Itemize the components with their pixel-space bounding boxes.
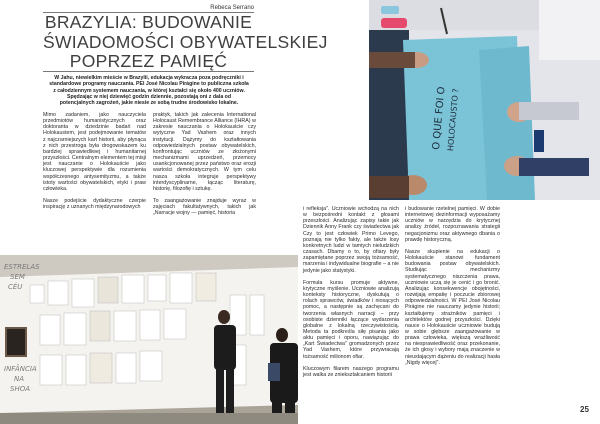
paragraph: Nasze podejście dydaktyczne czerpie inspirację z uznanych międzynarodowych <box>43 198 146 211</box>
poster-text: HOLOCAUSTO ? <box>445 88 461 152</box>
lead-paragraph: W Jahu, niewielkim mieście w Brazylii, edukacja wykracza poza podręczniki i standardowe programy nauczania. PEI José Nicolau Pirágine to publiczna szkoła z całodziennym systemem nauczania, w której kształci się około 400 uczniów. Spędzając w niej dziewięć godzin dziennie, pozostają oni z dala od potencjalnych zagrożeń, jakie niesie ze sobą trudne środowisko lokalne. <box>49 75 249 107</box>
paragraph: i budowanie rzetelnej pamięci. W dobie internetowej dezinformacji wyposażamy uczniów w narzędzia do krytycznej analizy źródeł, rozpoznawania strategii negacjonizmu oraz aktywnego dbania o prawdę historyczną. <box>405 206 500 243</box>
paragraph: Mimo zadaniem, jako nauczyciela przedmiotów humanistycznych oraz doktoranta w dziedzinie badań nad Holokaustem, jest podejmowanie tematów z najczarniejszych kart historii, aby płynąca z nich przestroga była drogowskazem ku bardziej sprawiedliwej i humanitarnej przyszłości. Centralnym elementem tej misji jest nauczanie o Holokauście jako kluczowej perspektywie dla rozumienia współczesnego antysemityzmu, a także istoty wartości obywatelskich, etyki i praw człowieka. <box>43 112 146 192</box>
page-number: 25 <box>580 405 589 414</box>
wall-text: SHOA <box>10 385 31 393</box>
wall-text: SEM <box>10 273 25 281</box>
article-title <box>43 12 328 72</box>
text-column-1 <box>43 112 146 216</box>
title-line-1: BRAZYLIA: BUDOWANIE <box>44 12 253 32</box>
author-name: Rebeca Serrano <box>210 5 254 11</box>
text-column-3 <box>303 206 399 384</box>
paragraph: Nasze skupienie na edukacji o Holokauście stanowi fundament budowania postaw obywatelskich. Studiując mechanizmy systematycznego niszczenia prawa, uczniowie uczą się je cenić i go bronić. Analizując konsekwencje obojętności, rozwijają empatię i poczucie zbiorowej odpowiedzialności. W PEI José Nicolau Pirágine nie nauczamy jedynie historii; kształtujemy strażników pamięci i architektów godnej przyszłości. Dzięki nauce o Holokauście uczniowie budują w sobie głębsze zaangażowanie w prawa człowieka, większą wrażliwość na niesprawiedliwość oraz przekonanie, że ich głosy i wybory mają znaczenie w nieustającym dążeniu do realizacji hasła „Nigdy więcej". <box>405 248 500 366</box>
poster-photo <box>369 0 600 200</box>
poster-text: O QUE FOI O <box>431 86 448 151</box>
title-bottom-rule <box>43 71 254 72</box>
wall-text: CÉU <box>8 283 23 291</box>
wall-text: ESTRELAS <box>4 263 40 271</box>
classroom-photo <box>0 255 298 424</box>
paragraph: To zaangażowanie znajduje wyraz w zajęciach fakultatywnych, takich jak „Narracje wojny — pamięć, historia <box>153 198 256 217</box>
paragraph: Formuła kursu promuje aktywne, krytyczne myślenie. Uczniowie analizują konteksty historyczne, dyskutują o rolach sprawców, świadków i niosących pomoc, a następnie są zachęcani do tworzenia własnych narracji – przy osobiste dzienniki łączące wydarzenia globalne z lokalną rzeczywistością. Metoda ta podkreśla siłę pisania jako aktu pamięci i oporu, nawiązując do „Kart Świadectwa" gromadzonych przez Yad Vashem, które przywracają tożsamość milionom ofiar. <box>303 279 399 360</box>
paragraph: i refleksja". Uczniowie wchodzą na nich w bezpośredni kontakt z głosami przeszłości. Analizując zapisy takie jak Dziennik Anny Frank czy świadectwa jak Czy to jest człowiek Primo Levego, poznają nie tylko fakty, ale także losy konkretnych ludzi w tamtych nieludzkich czasach. Dbamy o to, by ofiary były zapamiętane poprzez swoją tożsamość, marzenia i indywidualne biografie – a nie jedynie jako statystyki. <box>303 206 399 274</box>
title-line-3: POPRZEZ PAMIĘĆ <box>69 51 228 71</box>
title-line-2: ŚWIADOMOŚCI OBYWATELSKIEJ <box>43 31 328 52</box>
text-column-2 <box>153 112 256 223</box>
text-column-4 <box>405 206 500 372</box>
wall-text: INFÂNCIA <box>4 365 37 373</box>
paragraph: Kluczowym filarem naszego programu jest walka ze zniekształcaniem historii <box>303 365 399 378</box>
paragraph: praktyk, takich jak zalecenia International Holocaust Remembrance Alliance (IHRA) w zakresie nauczania o Holokauście czy wytyczne Yad Vashem oraz innych instytucji. Dążymy do kształtowania odpowiedzialnych postaw obywatelskich, konfrontując uczniów ze złożonymi mechanizmami uprzedzeń, przemocy usankcjonowanej przez państwo oraz erozji wartości demokratycznych. W tym celu nasza szkoła integruje perspektywy interdyscyplinarne, łącząc literaturę, historię, filozofię i sztukę. <box>153 112 256 192</box>
wall-text: NA <box>14 375 25 383</box>
